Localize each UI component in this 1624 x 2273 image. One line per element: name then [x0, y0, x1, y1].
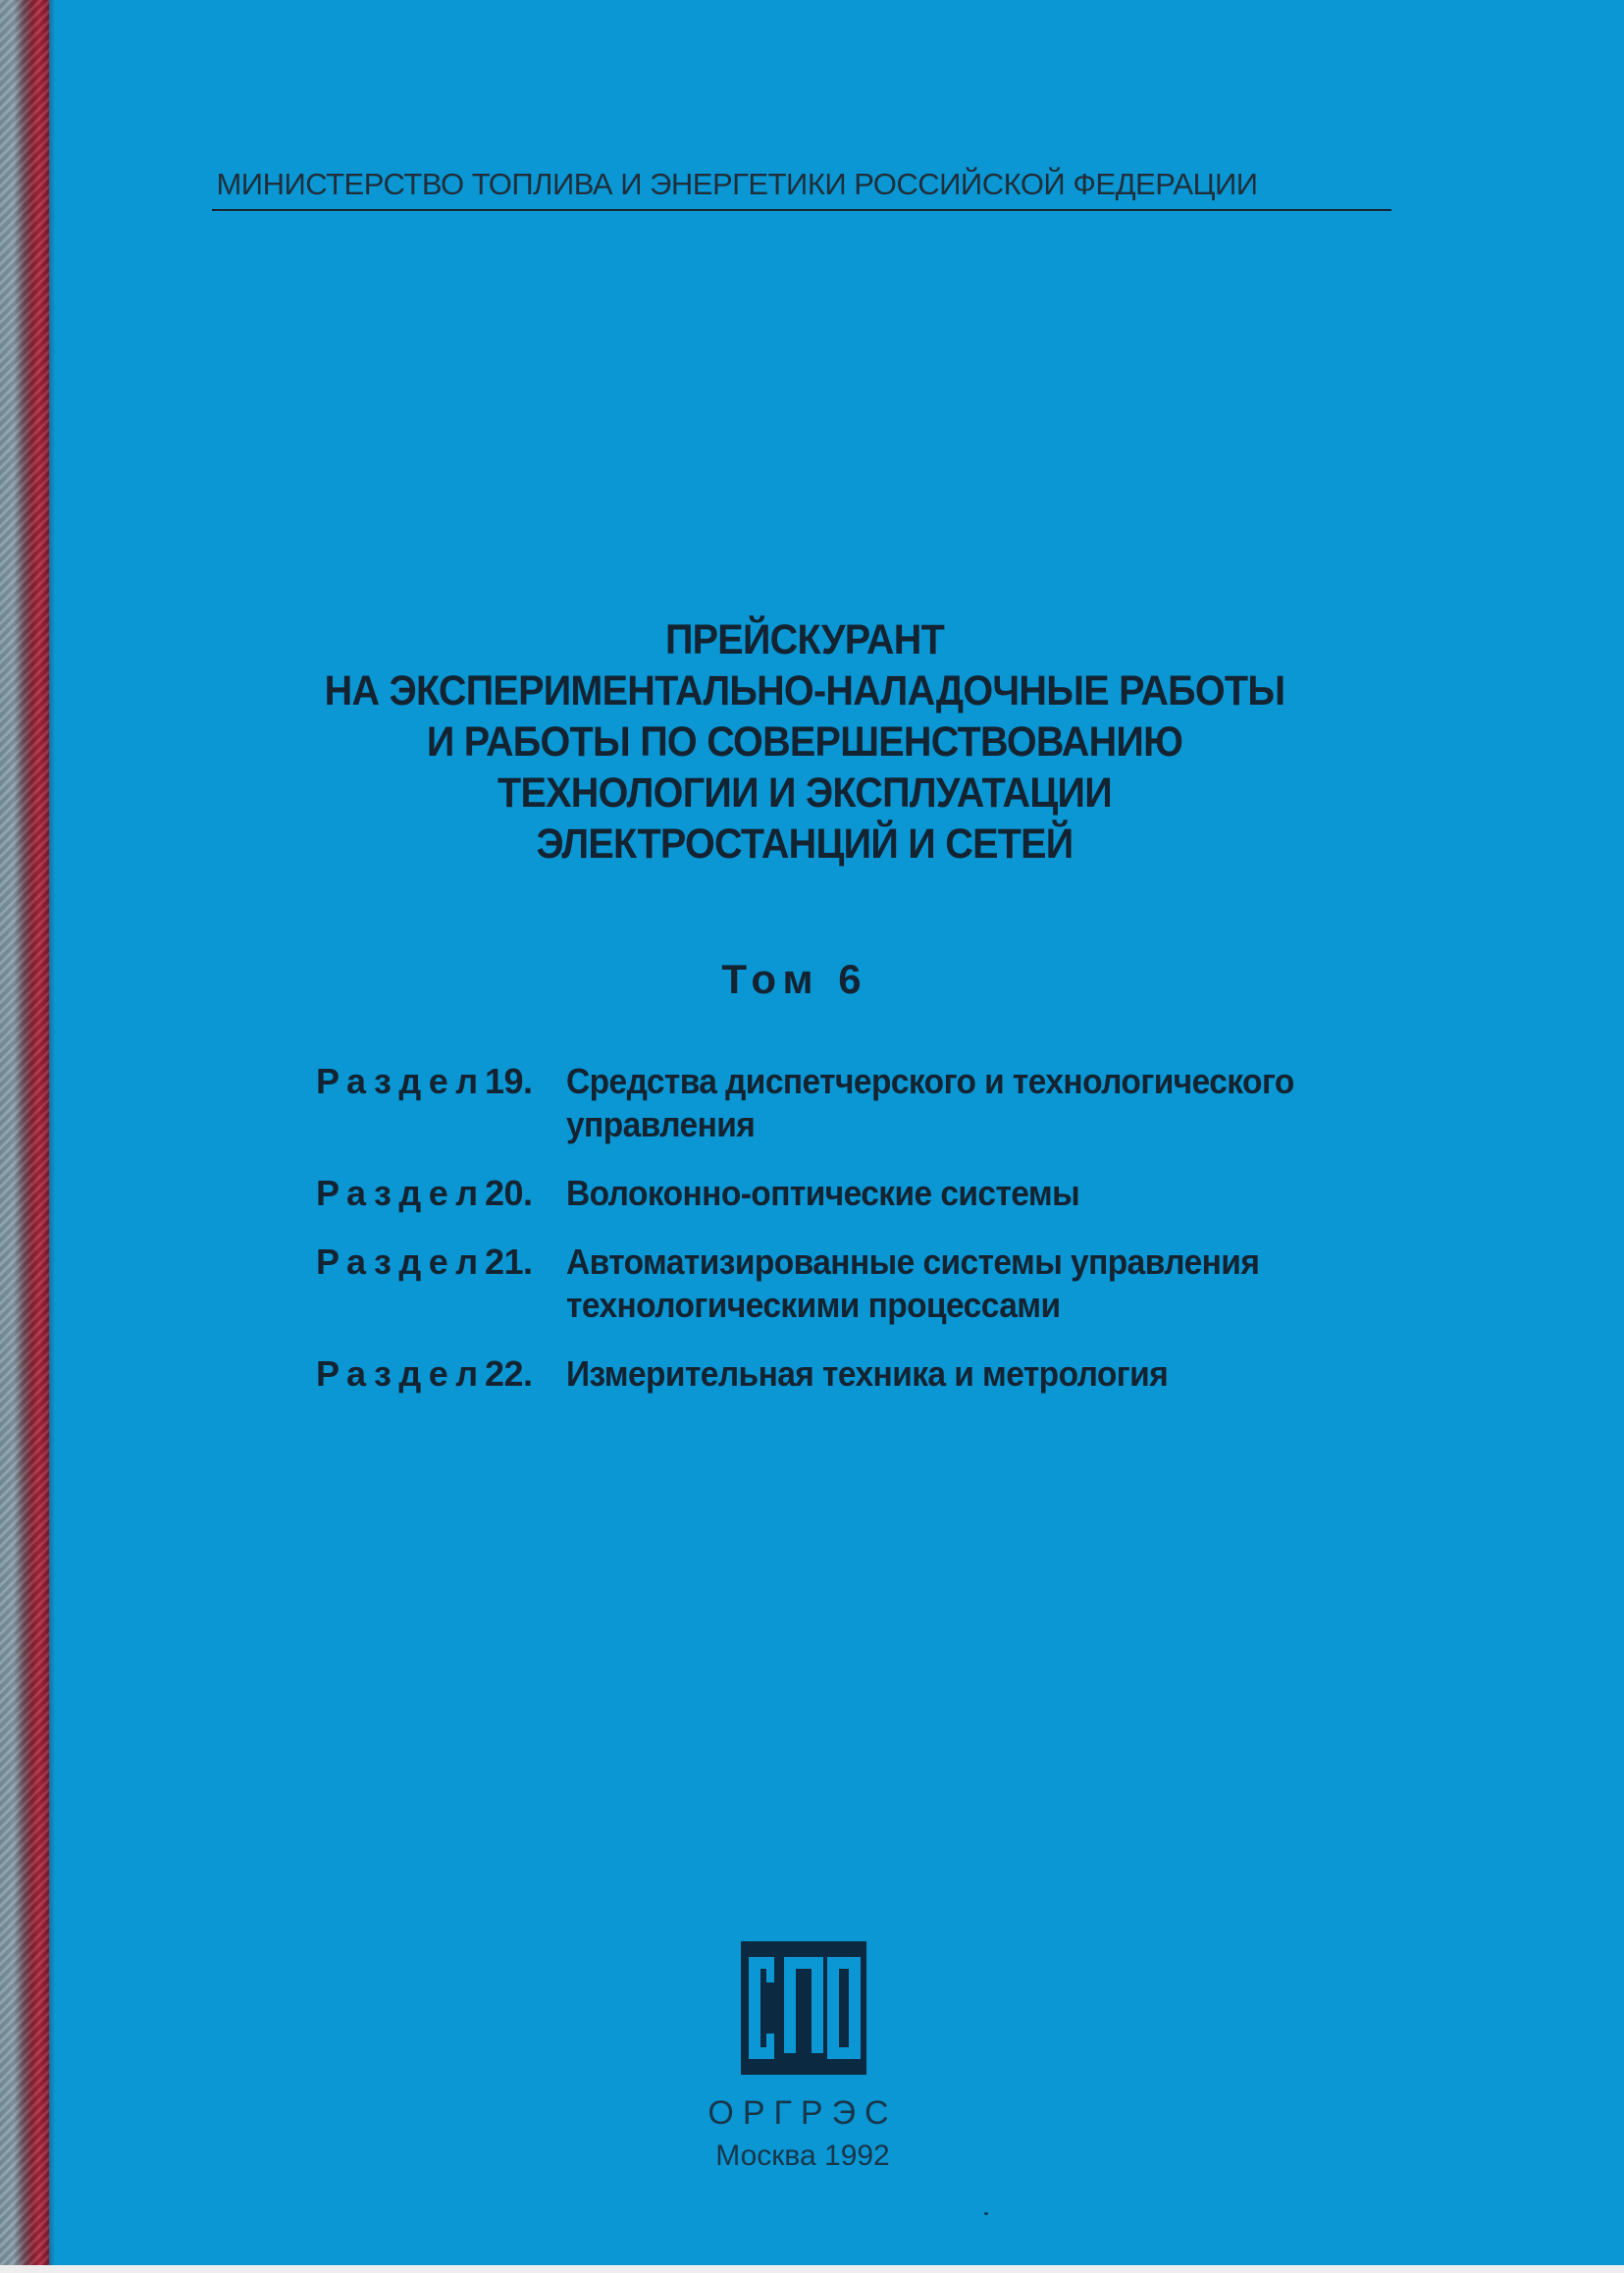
volume-number: Том 6 [721, 956, 868, 1002]
title-line: ЭЛЕКТРОСТАНЦИЙ И СЕТЕЙ [536, 820, 1074, 868]
section-word: Раздел [316, 1173, 486, 1213]
publisher-name: ОРГРЭС [707, 2094, 898, 2132]
section-number: 22. [485, 1353, 533, 1394]
spo-logo-icon [741, 1941, 866, 2075]
section-title [566, 1241, 1528, 1327]
cover-bottom-edge [0, 2265, 1624, 2273]
section-number: 21. [485, 1242, 533, 1282]
title-line: НА ЭКСПЕРИМЕНТАЛЬНО-НАЛАДОЧНЫЕ РАБОТЫ [324, 667, 1285, 714]
section-item [316, 1352, 1533, 1396]
title-line: ПРЕЙСКУРАНТ [664, 616, 945, 663]
section-title-line: Средства диспетчерского и технологического [566, 1061, 1294, 1101]
section-title-line: Автоматизированные системы управления [566, 1242, 1260, 1282]
section-title [566, 1352, 1528, 1396]
document-title [196, 614, 1413, 870]
publication-city-year: Москва 1992 [715, 2140, 890, 2172]
title-line: И РАБОТЫ ПО СОВЕРШЕНСТВОВАНИЮ [426, 718, 1183, 766]
section-title-line: Измерительная техника и метрология [566, 1353, 1169, 1394]
section-number: 19. [485, 1061, 533, 1101]
book-spine [0, 0, 49, 2273]
ministry-name: МИНИСТЕРСТВО ТОПЛИВА И ЭНЕРГЕТИКИ РОССИЙСКОЙ ФЕДЕРАЦИИ [216, 167, 1258, 201]
section-item [316, 1241, 1533, 1327]
section-number: 20. [485, 1173, 533, 1213]
section-item [316, 1172, 1533, 1215]
section-title-line: Волоконно-оптические системы [566, 1173, 1080, 1213]
section-title-line: технологическими процессами [566, 1285, 1061, 1325]
section-title [566, 1172, 1528, 1215]
section-word: Раздел [316, 1242, 486, 1282]
section-item [316, 1060, 1533, 1146]
spine-edge [49, 0, 55, 2273]
header-rule [212, 209, 1391, 211]
section-title-line: управления [566, 1104, 756, 1144]
section-word: Раздел [316, 1353, 486, 1394]
ministry-header [212, 157, 1389, 216]
section-word: Раздел [316, 1061, 486, 1101]
spo-logo-mark [741, 1941, 866, 2075]
title-line: ТЕХНОЛОГИИ И ЭКСПЛУАТАЦИИ [498, 769, 1112, 817]
print-speck [984, 2212, 988, 2215]
section-list [316, 1060, 1533, 1421]
section-title [566, 1060, 1528, 1146]
